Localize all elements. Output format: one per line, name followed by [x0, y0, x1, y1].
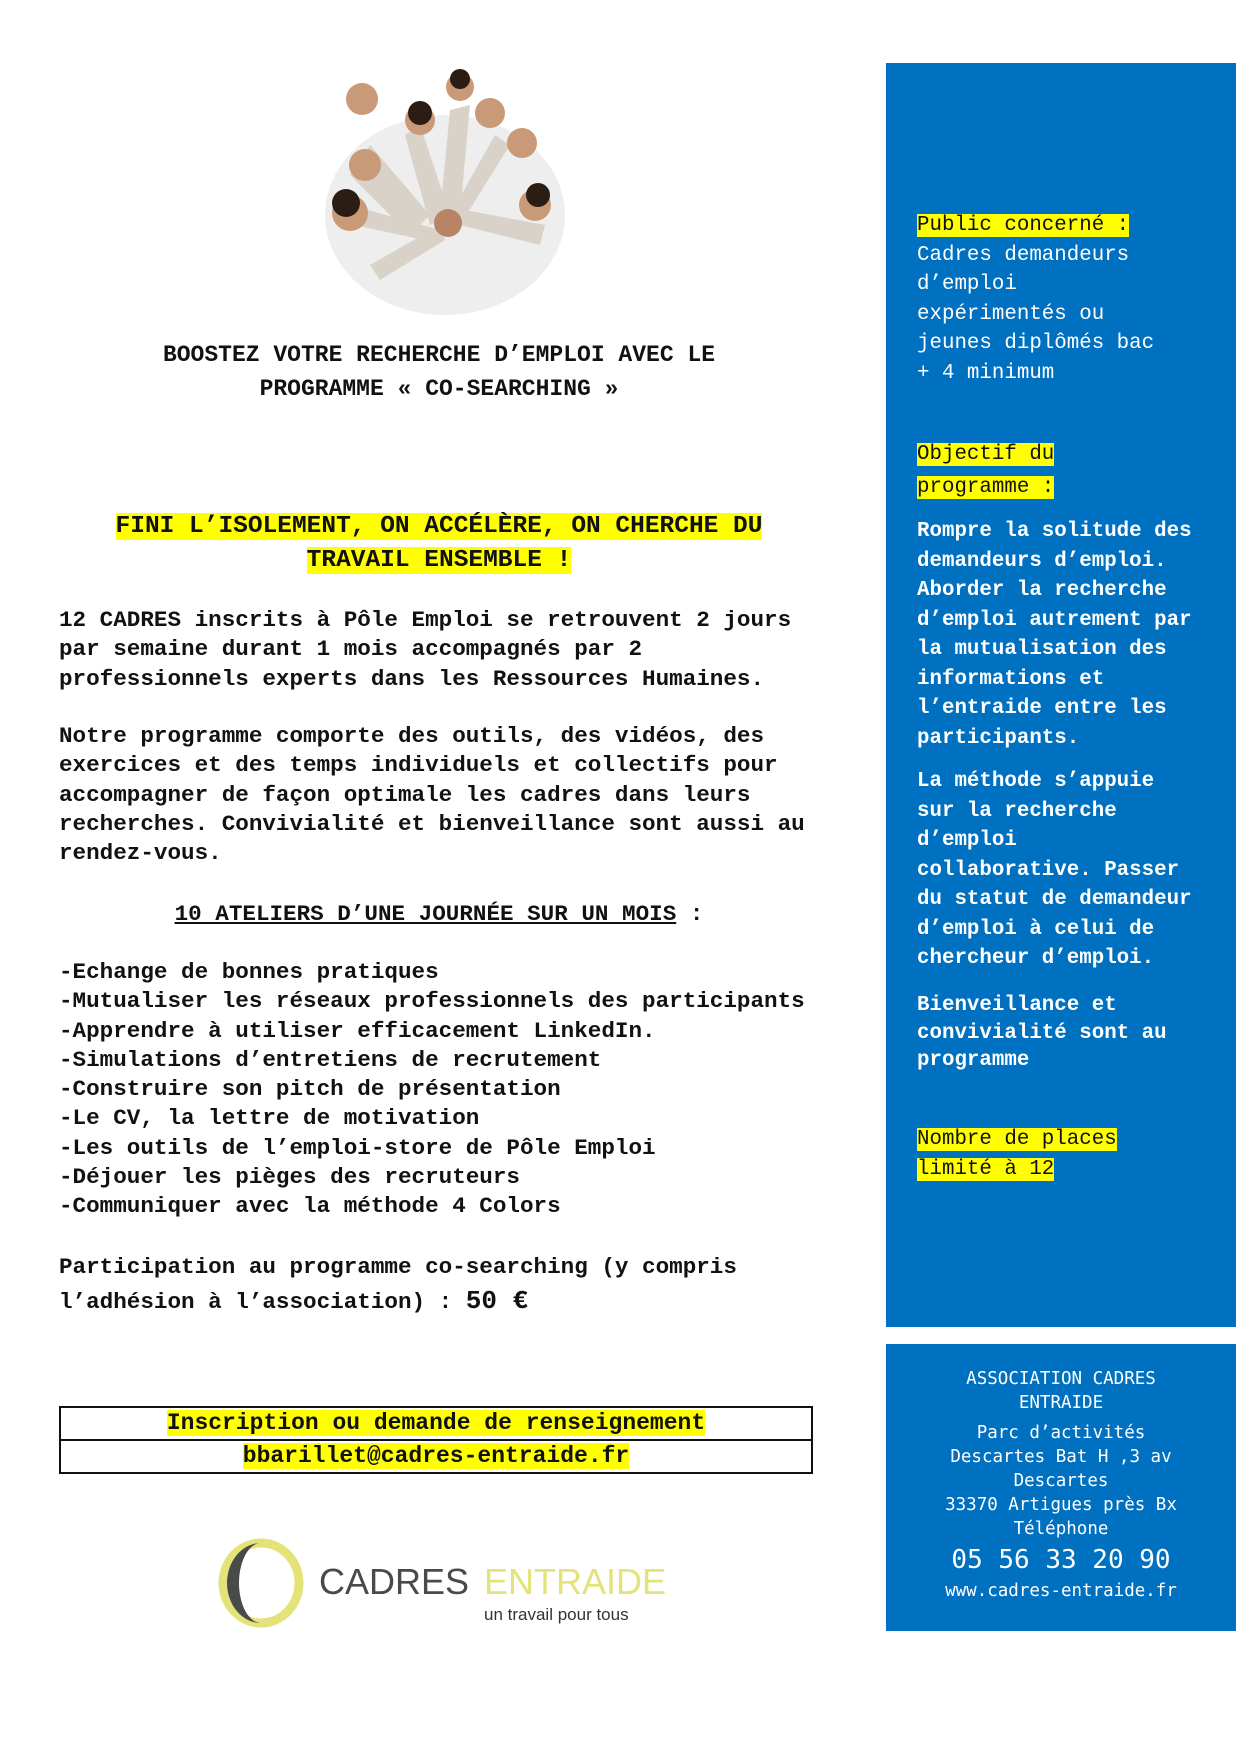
public-label: Public concerné : — [917, 214, 1130, 237]
list-item: -Mutualiser les réseaux professionnels des participants — [59, 988, 805, 1015]
text-line: recherches. Convivialité et bienveillance sont aussi au — [59, 810, 805, 837]
text-line: collaborative. Passer — [917, 858, 1180, 882]
text-line: du statut de demandeur — [917, 888, 1192, 911]
price-line: l’adhésion à l’association) : — [59, 1289, 466, 1315]
list-item: -Simulations d’entretiens de recrutement — [59, 1046, 602, 1073]
places-line: limité à 12 — [917, 1157, 1055, 1181]
list-item: -Les outils de l’emploi-store de Pôle Emploi — [59, 1134, 656, 1161]
text-line: 12 CADRES inscrits à Pôle Emploi se retrouvent 2 jours — [59, 607, 792, 633]
price-info — [59, 1250, 839, 1319]
text-line: participants. — [917, 726, 1080, 750]
slogan-line: TRAVAIL ENSEMBLE ! — [306, 547, 572, 574]
logo-tagline: un travail pour tous — [484, 1605, 629, 1624]
slogan-line: FINI L’ISOLEMENT, ON ACCÉLÈRE, ON CHERCHE DU — [115, 513, 763, 540]
list-item: -Construire son pitch de présentation — [59, 1076, 561, 1103]
text-line: d’emploi — [917, 829, 1017, 852]
text-line: professionnels experts dans les Ressources Humaines. — [59, 665, 765, 692]
objectif-label-line: Objectif du — [917, 443, 1055, 466]
page-title — [59, 338, 819, 406]
ateliers-colon: : — [676, 901, 704, 927]
text-line: programme — [917, 1049, 1030, 1072]
text-line: par semaine durant 1 mois accompagnés par 2 — [59, 636, 643, 663]
text-line: d’emploi autrement par — [917, 608, 1192, 632]
text-line: La méthode s’appuie — [917, 770, 1155, 793]
text-line: convivialité sont au — [917, 1021, 1167, 1045]
team-hands-photo — [310, 65, 580, 325]
address-line: Parc d’activités — [976, 1423, 1146, 1443]
address-line: Descartes Bat H ,3 av — [950, 1447, 1172, 1467]
places-section — [917, 1125, 1117, 1184]
objectif-paragraph-3 — [917, 992, 1167, 1075]
org-name-line: ENTRAIDE — [1018, 1393, 1104, 1413]
text-line: exercices et des temps individuels et collectifs pour — [59, 752, 778, 779]
text-line: sur la recherche — [917, 799, 1117, 823]
text-line: demandeurs d’emploi. — [917, 549, 1167, 573]
text-line: chercheur d’emploi. — [917, 947, 1155, 970]
text-line: Notre programme comporte des outils, des vidéos, des — [59, 723, 765, 749]
slogan — [59, 510, 819, 578]
text-line: jeunes diplômés bac — [917, 332, 1155, 355]
text-line: + 4 minimum — [917, 361, 1055, 385]
text-line: expérimentés ou — [917, 302, 1105, 326]
intro-paragraph — [59, 606, 839, 694]
places-line: Nombre de places — [917, 1128, 1117, 1151]
website-link[interactable]: www.cadres-entraide.fr — [945, 1581, 1177, 1601]
address-line: Descartes — [1013, 1471, 1109, 1491]
text-line: d’emploi à celui de — [917, 917, 1155, 941]
public-section — [917, 211, 1154, 388]
text-line: Aborder la recherche — [917, 579, 1167, 602]
text-line: la mutualisation des — [917, 638, 1167, 661]
association-contact-panel — [886, 1344, 1236, 1631]
list-item: -Le CV, la lettre de motivation — [59, 1105, 480, 1132]
text-line: Bienveillance et — [917, 994, 1117, 1017]
contact-email-link[interactable]: bbarillet@cadres-entraide.fr — [242, 1443, 630, 1469]
programme-paragraph — [59, 722, 839, 868]
list-item: -Echange de bonnes pratiques — [59, 959, 439, 985]
text-line: rendez-vous. — [59, 840, 222, 867]
objectif-paragraph-1 — [917, 517, 1192, 753]
title-line: BOOSTEZ VOTRE RECHERCHE D’EMPLOI AVEC LE — [162, 342, 716, 368]
cadres-entraide-logo — [214, 1538, 674, 1628]
address-line: Téléphone — [1013, 1519, 1109, 1539]
ateliers-heading-text: 10 ATELIERS D’UNE JOURNÉE SUR UN MOIS — [174, 901, 677, 927]
text-line: informations et — [917, 667, 1105, 691]
address-line: 33370 Artigues près Bx — [945, 1495, 1177, 1515]
contact-table — [59, 1406, 813, 1474]
text-line: d’emploi — [917, 273, 1017, 296]
objectif-label-line: programme : — [917, 476, 1055, 499]
price-amount: 50 € — [465, 1286, 529, 1316]
ateliers-list — [59, 958, 839, 1222]
phone-number: 05 56 33 20 90 — [951, 1545, 1171, 1575]
logo-word-cadres: CADRES — [319, 1561, 470, 1602]
org-name-line: ASSOCIATION CADRES — [966, 1369, 1156, 1389]
list-item: -Apprendre à utiliser efficacement LinkedIn. — [59, 1017, 656, 1044]
text-line: l’entraide entre les — [917, 697, 1167, 720]
list-item: -Communiquer avec la méthode 4 Colors — [59, 1193, 561, 1220]
logo-word-entraide: ENTRAIDE — [484, 1561, 667, 1602]
list-item: -Déjouer les pièges des recruteurs — [59, 1164, 520, 1191]
objectif-label — [917, 438, 1054, 504]
contact-label: Inscription ou demande de renseignement — [166, 1410, 706, 1436]
title-line: PROGRAMME « CO-SEARCHING » — [259, 376, 619, 402]
ateliers-heading — [59, 900, 819, 929]
text-line: Cadres demandeurs — [917, 243, 1130, 267]
price-line: Participation au programme co-searching (y compris — [59, 1254, 737, 1280]
text-line: Rompre la solitude des — [917, 520, 1192, 543]
objectif-paragraph-2 — [917, 767, 1192, 974]
text-line: accompagner de façon optimale les cadres dans leurs — [59, 781, 751, 808]
